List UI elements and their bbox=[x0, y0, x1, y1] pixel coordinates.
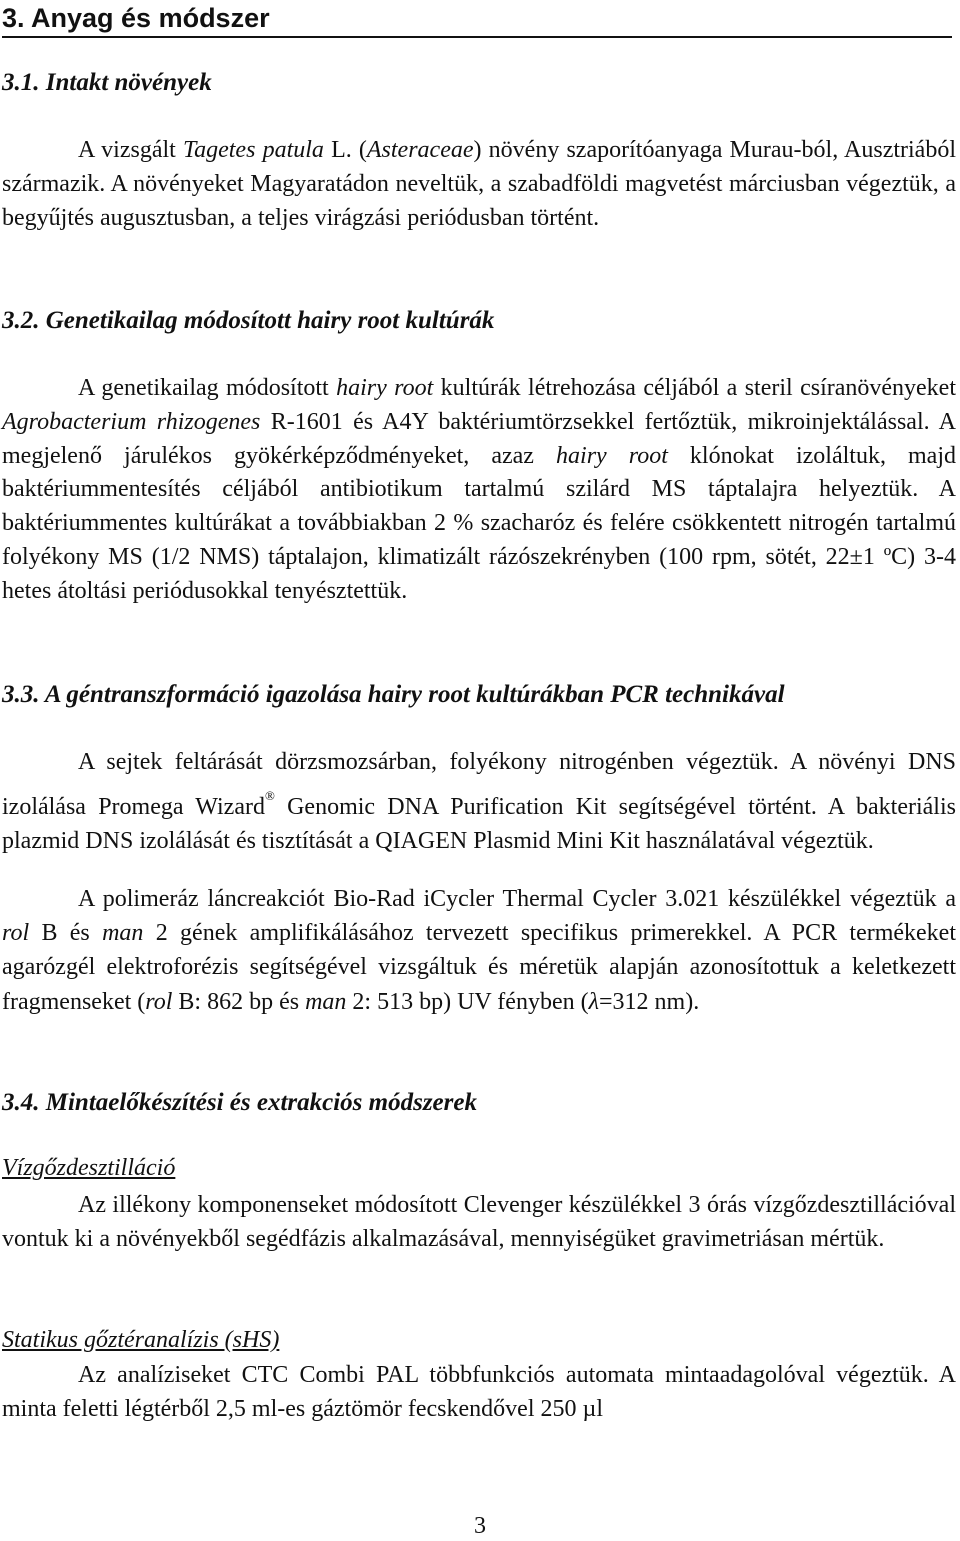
paragraph-3-2 bbox=[2, 372, 956, 609]
text-run: B és bbox=[29, 920, 103, 947]
text-run: R-1601 és A4Y baktériumtörzsekkel fertőztük, mikroinjektálással. A megjelenő járulékos gyökérképződményeket, azaz bbox=[2, 408, 956, 469]
text-run: klónokat izoláltuk, majd baktériummentesítés céljából antibiotikum tartalmú szilárd MS táptalajra helyeztük. A baktériummentes kultúrákat a továbbiakban 2 % szacharóz és felére csökkentett nitrogén tartalmú folyékony MS (1/2 NMS) táptalajon, klimatizált rázószekrényben (100 rpm, sötét, 22±1 ºC) 3-4 hetes átoltási periódusokkal tenyésztettük. bbox=[2, 442, 957, 604]
subheading-steam-distillation: Vízgőzdesztilláció bbox=[2, 1155, 176, 1181]
section-title: 3. Anyag és módszer bbox=[2, 2, 952, 38]
page-number: 3 bbox=[474, 1513, 486, 1539]
text-run-italic: hairy root bbox=[556, 442, 668, 469]
heading-3-3: 3.3. A géntranszformáció igazolása hairy root kultúrákban PCR technikával bbox=[2, 681, 785, 708]
text-run-italic: hairy root bbox=[336, 375, 434, 401]
text-run: B: 862 bp és bbox=[172, 988, 306, 1015]
text-run: A vizsgált bbox=[78, 137, 183, 163]
text-run-italic: rol bbox=[2, 920, 30, 947]
heading-3-4: 3.4. Mintaelőkészítési és extrakciós módszerek bbox=[2, 1089, 477, 1116]
paragraph-3-3-b bbox=[2, 882, 956, 1019]
text-run: L. ( bbox=[323, 137, 367, 163]
text-run-italic: man bbox=[102, 920, 144, 947]
text-run-italic: Asteraceae bbox=[366, 137, 474, 163]
text-run: Genomic DNA Purification Kit segítségével történt. A bakteriális plazmid DNS izolálását és tisztítását a QIAGEN Plasmid Mini Kit használatával végeztük. bbox=[2, 794, 956, 855]
text-run-italic: rol bbox=[145, 988, 173, 1015]
text-run-italic: Agrobacterium rhizogenes bbox=[2, 408, 261, 435]
paragraph-3-3-a bbox=[2, 745, 956, 859]
text-run-italic: man bbox=[305, 988, 347, 1015]
heading-3-1: 3.1. Intakt növények bbox=[2, 69, 212, 96]
heading-3-2: 3.2. Genetikailag módosított hairy root kultúrák bbox=[2, 307, 495, 334]
text-run: 2: 513 bp) UV fényben ( bbox=[346, 988, 589, 1015]
text-run: A sejtek feltárását dörzsmozsárban, folyékony nitrogénben végeztük. A növényi DNS izolálása Promega Wizard bbox=[2, 749, 956, 821]
registered-mark: ® bbox=[264, 788, 275, 804]
text-run-italic: Tagetes patula bbox=[182, 137, 324, 163]
paragraph-steam-distillation: Az illékony komponenseket módosított Clevenger készülékkel 3 órás vízgőzdesztillációval vontuk ki a növényekből segédfázis alkalmazásával, mennyiségüket gravimetriásan mértük. bbox=[2, 1192, 956, 1253]
text-run: kultúrák létrehozása céljából a steril csíranövényeket bbox=[433, 375, 957, 401]
text-run: A polimeráz láncreakciót Bio-Rad iCycler Thermal Cycler 3.021 készülékkel végeztük a bbox=[78, 886, 956, 912]
subheading-static-headspace: Statikus gőztéranalízis (sHS) bbox=[2, 1327, 280, 1353]
text-run: A genetikailag módosított bbox=[78, 375, 337, 401]
paragraph-3-1 bbox=[2, 134, 956, 235]
text-run: ) növény szaporítóanyaga Murau-ból, Ausztriából származik. A növényeket Magyaratádon neveltük, a szabadföldi magvetést márciusban végeztük, a begyűjtés augusztusban, a teljes virágzási periódusban történt. bbox=[2, 137, 957, 231]
text-run: 2 gének amplifikálásához tervezett specifikus primerekkel. A PCR termékeket agarózgél elektroforézis segítségével vizsgáltuk és méretük alapján azonosítottuk a keletkezett fragmenseket ( bbox=[2, 920, 956, 1015]
text-run: =312 nm). bbox=[599, 988, 700, 1015]
paragraph-static-headspace: Az analíziseket CTC Combi PAL többfunkciós automata mintaadagolóval végeztük. A minta feletti légtérből 2,5 ml-es gáztömör fecskendővel 250 µl bbox=[2, 1362, 956, 1423]
lambda-symbol: λ bbox=[588, 988, 599, 1015]
